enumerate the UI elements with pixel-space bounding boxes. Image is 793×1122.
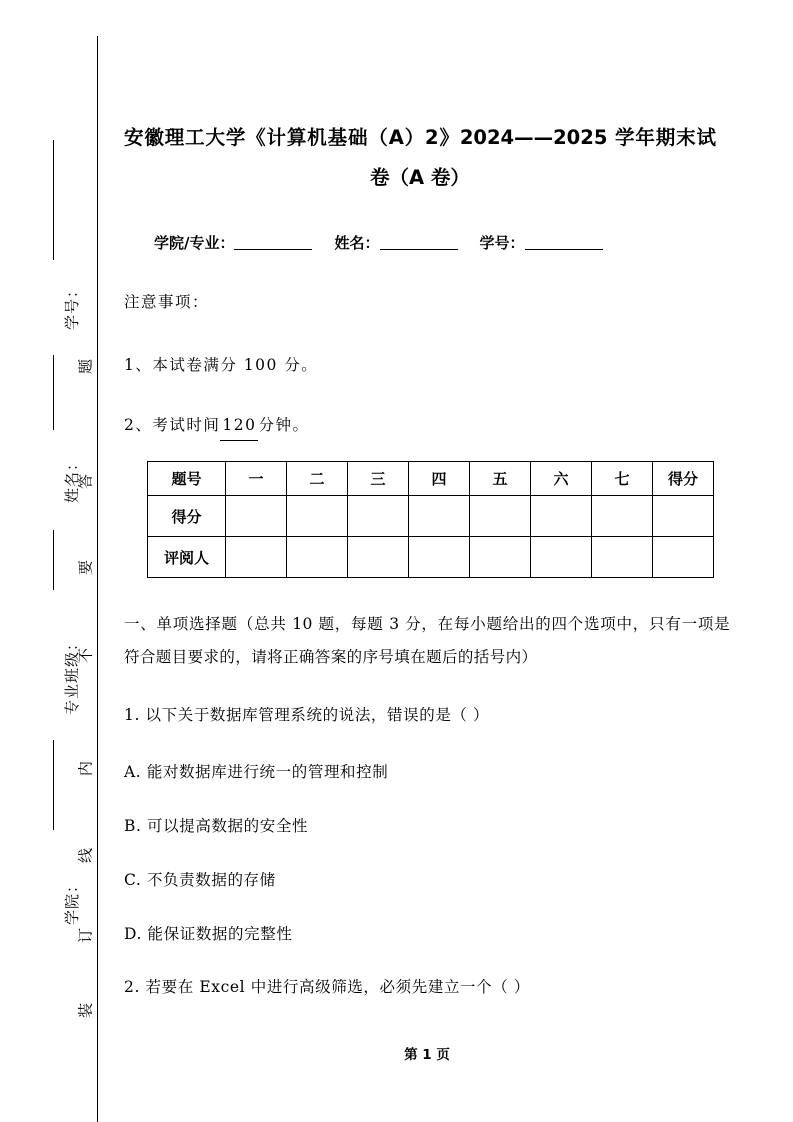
margin-char-1: 题 (76, 359, 95, 375)
margin-char-3: 要 (76, 560, 95, 576)
table-row-label-grader: 评阅人 (148, 537, 226, 578)
binding-rule-segment-2 (53, 355, 54, 430)
table-header-cell-2: 二 (287, 462, 348, 496)
binding-margin (0, 0, 110, 1122)
duration-prefix: 2、考试时间 (124, 416, 221, 434)
table-cell-grader-5[interactable] (470, 537, 531, 578)
table-row-score (148, 496, 714, 537)
table-row-header (148, 462, 714, 496)
table-header-cell-3: 三 (348, 462, 409, 496)
question-1-option-d: D. 能保证数据的完整性 (124, 925, 293, 943)
notes-item-duration (124, 410, 730, 441)
notes-heading: 注意事项： (124, 293, 210, 311)
score-table (147, 461, 714, 578)
binding-main-rule (97, 36, 98, 1122)
table-cell-score-total[interactable] (653, 496, 714, 537)
binding-rule-segment-4 (53, 740, 54, 830)
notes-item-total-score: 1、本试卷满分 100 分。 (124, 356, 319, 374)
table-header-cell-4: 四 (409, 462, 470, 496)
question-1-stem: 1. 以下关于数据库管理系统的说法，错误的是（ ） (124, 706, 490, 724)
table-header-cell-1: 一 (226, 462, 287, 496)
table-header-cell-0: 题号 (148, 462, 226, 496)
table-cell-grader-2[interactable] (287, 537, 348, 578)
table-row-grader (148, 537, 714, 578)
margin-label-major-class: 专业班级： (63, 634, 81, 715)
table-header-cell-7: 七 (592, 462, 653, 496)
margin-char-7: 订 (76, 928, 95, 944)
table-cell-score-7[interactable] (592, 496, 653, 537)
table-cell-grader-6[interactable] (531, 537, 592, 578)
table-cell-score-5[interactable] (470, 496, 531, 537)
table-header-cell-8: 得分 (653, 462, 714, 496)
margin-char-2: 答 (76, 474, 95, 490)
table-cell-score-1[interactable] (226, 496, 287, 537)
table-cell-score-4[interactable] (409, 496, 470, 537)
student-id-label: 学号： (479, 234, 525, 252)
table-header-cell-6: 六 (531, 462, 592, 496)
margin-char-6: 线 (76, 848, 95, 864)
margin-label-college: 学院： (63, 876, 81, 925)
page-footer: 第 1 页 (404, 1047, 450, 1063)
binding-rule-segment-1 (53, 140, 54, 260)
table-cell-score-6[interactable] (531, 496, 592, 537)
student-id-blank[interactable] (525, 249, 603, 250)
section-heading-multiple-choice: 一、单项选择题（总共 10 题，每题 3 分，在每小题给出的四个选项中，只有一项是符合题目要求的，请将正确答案的序号填在题后的括号内） (124, 615, 730, 666)
margin-label-student-id: 学号： (63, 281, 81, 330)
question-1-option-a: A. 能对数据库进行统一的管理和控制 (124, 763, 389, 781)
table-row-label-score: 得分 (148, 496, 226, 537)
margin-char-4: 不 (76, 648, 95, 664)
margin-label-name: 姓名： (63, 454, 81, 503)
question-1-option-b: B. 可以提高数据的安全性 (124, 817, 309, 835)
table-cell-grader-total[interactable] (653, 537, 714, 578)
table-cell-score-3[interactable] (348, 496, 409, 537)
table-cell-grader-7[interactable] (592, 537, 653, 578)
table-header-cell-5: 五 (470, 462, 531, 496)
document-content (124, 0, 730, 1122)
name-label: 姓名： (334, 234, 380, 252)
question-2-stem: 2. 若要在 Excel 中进行高级筛选，必须先建立一个（ ） (124, 978, 530, 996)
duration-value: 120 (220, 410, 258, 441)
binding-rule-segment-3 (53, 530, 54, 590)
name-blank[interactable] (380, 249, 458, 250)
table-cell-grader-1[interactable] (226, 537, 287, 578)
table-cell-score-2[interactable] (287, 496, 348, 537)
margin-char-8: 装 (76, 1003, 95, 1019)
question-1-option-c: C. 不负责数据的存储 (124, 871, 276, 889)
page-title: 安徽理工大学《计算机基础（A）2》2024——2025 学年期末试卷（A 卷） (124, 126, 716, 189)
duration-suffix: 分钟。 (258, 416, 310, 434)
college-major-blank[interactable] (234, 249, 312, 250)
college-major-label: 学院/专业： (154, 234, 235, 252)
identity-line (154, 232, 724, 253)
margin-char-5: 内 (76, 761, 95, 777)
table-cell-grader-4[interactable] (409, 537, 470, 578)
table-cell-grader-3[interactable] (348, 537, 409, 578)
